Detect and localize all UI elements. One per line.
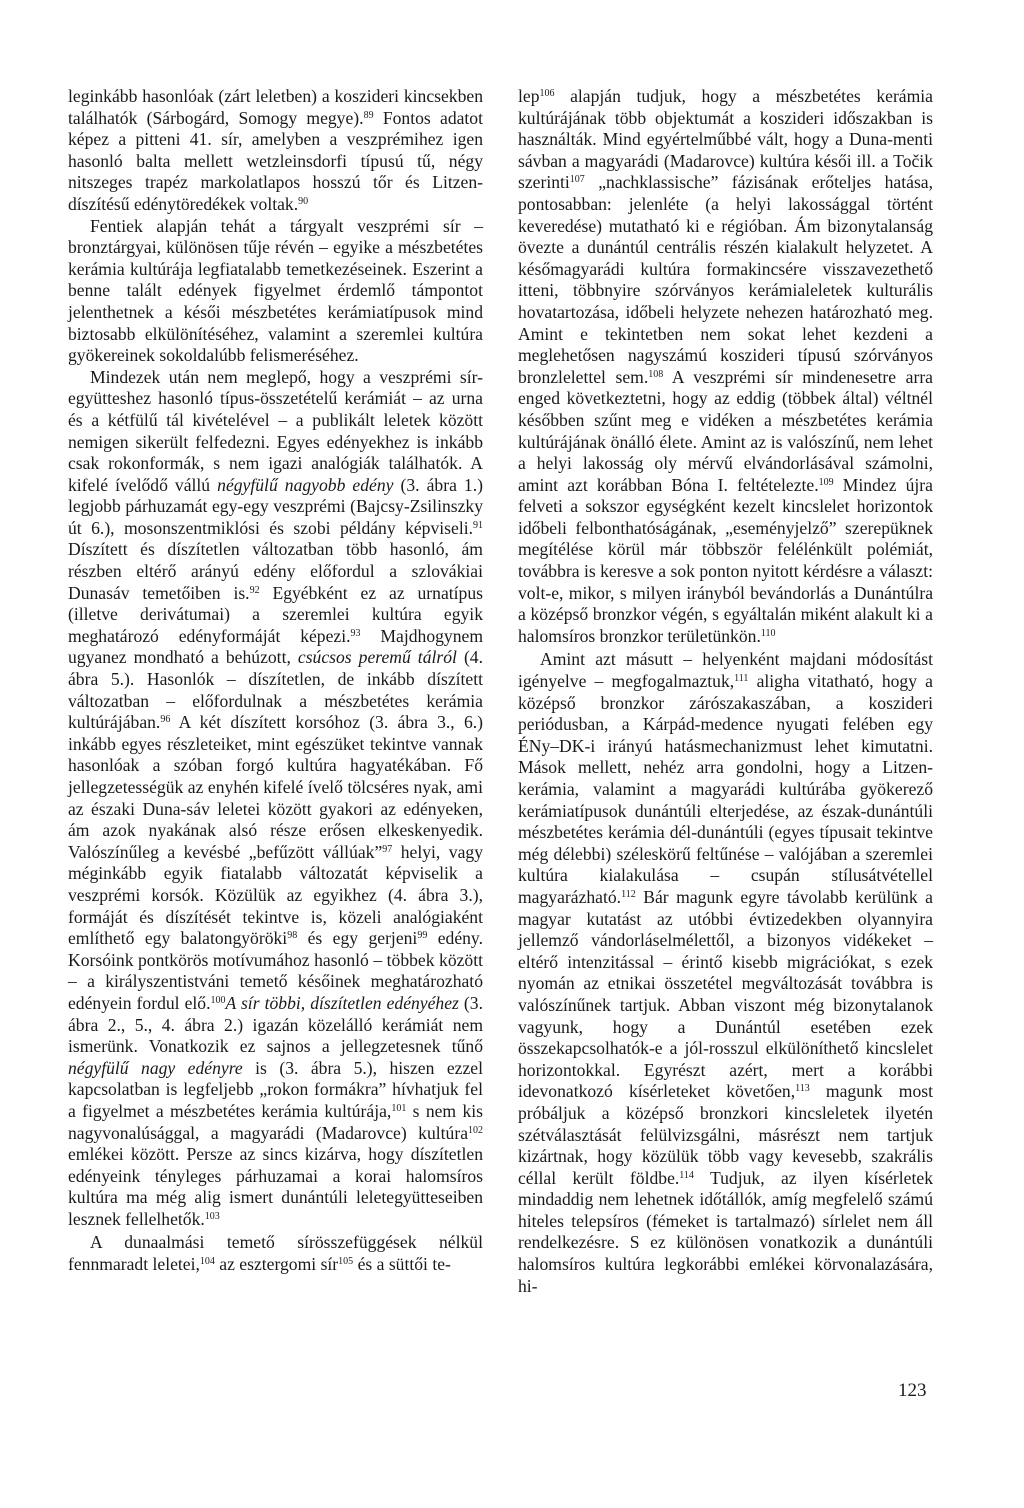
footnote-ref: 112 [621, 888, 636, 900]
paragraph-p5 [518, 86, 933, 647]
italic-term: négyfülű nagy edényre [68, 1057, 243, 1078]
footnote-ref: 111 [734, 673, 749, 685]
text-run: Mindez újra felveti a sokszor egységként kezelt kincslelet horizontok időbeli felbonthatóságának, „eseményjelző” szerepüknek megítélése körül már többször felélénkült polémiát, továbbra is keresve a sok ponton nyitott kérdésre a választ: volt-e, mikor, s milyen irányból bevándorlás a Dunántúlra a középső bronzkor végén, s egyáltalán miként alakult ki a halomsíros bronzkor területünkön. [518, 474, 933, 646]
footnote-ref: 104 [199, 1256, 215, 1268]
footnote-ref: 89 [363, 109, 374, 121]
footnote-ref: 91 [473, 519, 483, 531]
text-run: edény. Korsóink pontkörös motívumához hasonló – többek között – a királyszentistváni temető későinek meghatározható edényein fordul elő. [68, 928, 483, 1013]
footnote-ref: 102 [468, 1124, 483, 1136]
text-run: és egy gerjeni [297, 928, 418, 949]
text-run: emlékei között. Persze az sincs kizárva, hogy díszítetlen edényeink tényleges párhuzamai a korai halomsíros kultúra ma még alig ismert dunántúli leletegyütteseiben lesznek fellelhetők. [68, 1144, 483, 1229]
footnote-ref: 96 [160, 714, 171, 726]
text-run: alapján tudjuk, hogy a mészbetétes kerámia kultúrájának több objektumát a koszideri időszakban is használták. Mind egyértelműbbé vált, hogy a Duna-menti sávban a magyarádi (Madarovce) kultúra késői ill. a Točik szerinti [518, 86, 933, 193]
footnote-ref: 108 [648, 368, 664, 380]
paragraph-p6 [518, 649, 933, 1297]
footnote-ref: 113 [795, 1083, 810, 1095]
text-run: (3. ábra 1.) legjobb párhuzamát egy-egy veszprémi (Bajcsy-Zsilinszky út 6.), mosonszentmiklósi és szobi példány képviseli. [68, 474, 483, 538]
text-run: Majdhogynem ugyanez mondható a behúzott, [68, 625, 484, 668]
italic-term: csúcsos peremű tálról [297, 647, 457, 668]
italic-term: négyfülű nagyobb edény [217, 474, 394, 495]
text-run: helyi, vagy méginkább egyik fiatalabb változatát képviselik a veszprémi korsók. Közülük az egyikhez (4. ábra 3.), formáját és díszítését tekintve is, közeli analógiaként említhető egy balatongyöröki [68, 841, 483, 949]
text-run: A dunaalmási temető sírösszefüggések nélkül fennmaradt leletei, [68, 1232, 483, 1275]
footnote-ref: 110 [760, 627, 776, 639]
paragraph-p4 [68, 1232, 483, 1275]
paragraph-p2 [68, 216, 483, 367]
text-run: A veszprémi sír mindenesetre arra enged következtetni, hogy az eddig (többek által) véltnél későbben szűnt meg e vidéken a mészbetétes kerámia kultúrájának önálló élete. Amint az is valószínű, nem lehet a helyi lakosság oly mérvű elvándorlásával számolni, amint azt korábban Bóna I. feltételezte. [518, 366, 933, 495]
text-run: aligha vitatható, hogy a középső bronzkor zárószakaszában, a koszideri periódusban, a Kárpád-medence nyugati felében egy ÉNy–DK-i irányú hatásmechanizmust lehet kimutatni. Mások mellett, nehéz arra gondolni, hogy a Litzen-kerámia, valamint a magyarádi kultúrába gyökerező kerámiatípusok dunántúli elterjedése, az észak-dunántúli mészbetétes kerámia dél-dunántúli (egyes típusait tekintve még délebbi) széleskörű feltűnése – valójában a szeremlei kultúra kialakulása – csupán stílusátvétellel magyarázható. [518, 671, 933, 907]
footnote-ref: 98 [287, 930, 298, 942]
text-run: Egyébként ez az urnatípus (illetve derivátumai) a szeremlei kultúra egyik meghatározó edényformáját képezi. [68, 582, 483, 646]
text-run: s nem kis nagyvonalúsággal, a magyarádi (Madarovce) kultúra [68, 1100, 483, 1143]
footnote-ref: 93 [350, 627, 361, 639]
text-run: Díszített és díszítetlen változatban több hasonló, ám részben eltérő arányú edény előfordul a szlovákiai Dunasáv temetőiben is. [68, 539, 483, 603]
text-run: Amint azt másutt – helyenként majdani módosítást igényelve – megfogalmaztuk, [518, 649, 933, 692]
text-run: Fontos adatot képez a pitteni 41. sír, amelyben a veszprémihez igen hasonló balta mellett wetzleinsdorfi típusú tű, négy nitszeges trapéz markolatlapos hosszú tőr és Litzen-díszítésű edénytöredékek voltak. [68, 107, 483, 214]
footnote-ref: 92 [249, 584, 260, 596]
text-run: A két díszített korsóhoz (3. ábra 3., 6.) inkább egyes részleteiket, mint egészüket tekintve vannak hasonlóak a szóban forgó kultúra hagyatékában. Fő jellegzetességük az enyhén kifelé ívelő tölcséres nyak, ami az északi Duna-sáv leletei között gyakori az edényeken, ám azok nyakának alsó része erősen elkeskenyedik. Valószínűleg a kevésbé „befűzött vállúak” [68, 712, 483, 862]
text-run: leginkább hasonlóak (zárt leletben) a koszideri kincsekben találhatók (Sárbogárd, Somogy megye). [68, 86, 483, 128]
text-run: (4. ábra 5.). Hasonlók – díszítetlen, de inkább díszített változatban – előfordulnak a mészbetétes kerámia kultúrájában. [68, 647, 484, 733]
text-run: Fentiek alapján tehát a tárgyalt veszprémi sír – bronztárgyai, különösen tűje révén – egyike a mészbetétes kerámia kultúrája legfiatalabb temetkezéseinek. Eszerint a benne talált edények figyelmet érdemlő támpontot jelenthetnek a késői mészbetétes kerámiatípusok mind biztosabb elkülönítéséhez, valamint a szeremlei kultúra gyökereinek sokoldalúbb felismeréséhez. [68, 215, 483, 366]
paragraph-p3 [68, 367, 483, 1231]
footnote-ref: 90 [298, 195, 309, 207]
text-run: is (3. ábra 5.), hiszen ezzel kapcsolatban is legfeljebb „rokon formákra” hívhatjuk fel a figyelmet a mészbetétes kerámia kultúrája, [68, 1057, 483, 1121]
text-run: Bár magunk egyre távolabb kerülünk a magyar kutatást az utóbbi évtizedekben olyannyira jellemző vándorláselmélettől, a bizonyos vidékeket – eltérő intenzitással – érintő kisebb migrációkat, s ezek nyomán az etnikai összetétel megváltozását továbbra is valószínűnek tartjuk. Abban viszont még bizonytalanok vagyunk, hogy a Dunántúl esetében ezek összekapcsolhatók-e a jól-rosszul elkülöníthető kincslelet horizontokkal. Egyrészt azért, mert a korábbi idevonatkozó kísérleteket követően, [518, 886, 933, 1102]
footnote-ref: 97 [382, 843, 393, 855]
paragraph-p1 [68, 86, 483, 216]
footnote-ref: 105 [338, 1256, 354, 1268]
footnote-ref: 107 [569, 174, 585, 186]
text-run: magunk most próbáljuk a középső bronzkori kincsleletek ilyetén szétválasztását felülvizsgálni, másrészt nem tartjuk kizártnak, hogy közülük több vagy kevesebb, szakrális céllal került földbe. [518, 1081, 933, 1188]
text-run: az esztergomi sír [214, 1254, 339, 1275]
footnote-ref: 99 [417, 930, 428, 942]
text-run: és a süttői te- [353, 1254, 451, 1275]
footnote-ref: 114 [679, 1169, 694, 1181]
text-run: „nachklassische” fázisának erőteljes hatása, pontosabban: jelenléte (a helyi lakossággal történt keveredése) mutatható ki e régióban. Ám bizonytalanság övezte a dunántúl centrális részén kialakult helyzetet. A későmagyarádi kultúra formakincsére visszavezethető itteni, többnyire szórványos kerámialeletek kulturális hovatartozása, időbeli helyzete nehezen határozható meg. Amint e tekintetben nem sokat lehet kezdeni a meglehetősen nagyszámú koszideri típusú szórványos bronzlelettel sem. [518, 172, 933, 387]
left-text-column [68, 86, 483, 1276]
footnote-ref: 103 [204, 1210, 220, 1222]
text-run: lep [518, 86, 540, 106]
text-run: Mindezek után nem meglepő, hogy a veszprémi sír-együtteshez hasonló típus-összetételű kerámiát – az urna és a kétfülű tál kivételével – a publikált leletek között nemigen sikerült felfedezni. Egyes edényekhez is inkább csak rokonformák, s nem igazi analógiák találhatók. A kifelé ívelődő vállú [68, 366, 483, 495]
footnote-ref: 109 [818, 476, 834, 488]
footnote-ref: 101 [391, 1102, 407, 1114]
right-text-column [518, 86, 933, 1297]
italic-term: A sír többi, díszítetlen edényéhez [225, 992, 459, 1013]
footnote-ref: 100 [210, 994, 226, 1006]
footnote-ref: 106 [539, 88, 555, 99]
page-number: 123 [898, 1380, 927, 1401]
text-run: (3. ábra 2., 5., 4. ábra 2.) igazán közelálló kerámiát nem ismerünk. Vonatkozik ez sajnos a jellegzetesnek tűnő [68, 992, 483, 1057]
text-run: Tudjuk, az ilyen kísérletek mindaddig nem lehetnek időtállók, amíg megfelelő számú hiteles telepsíros (fémeket is tartalmazó) sírlelet nem áll rendelkezésre. S ez különösen vonatkozik a dunántúli halomsíros kultúra legkorábbi emlékei körvonalazására, hi- [518, 1167, 933, 1296]
